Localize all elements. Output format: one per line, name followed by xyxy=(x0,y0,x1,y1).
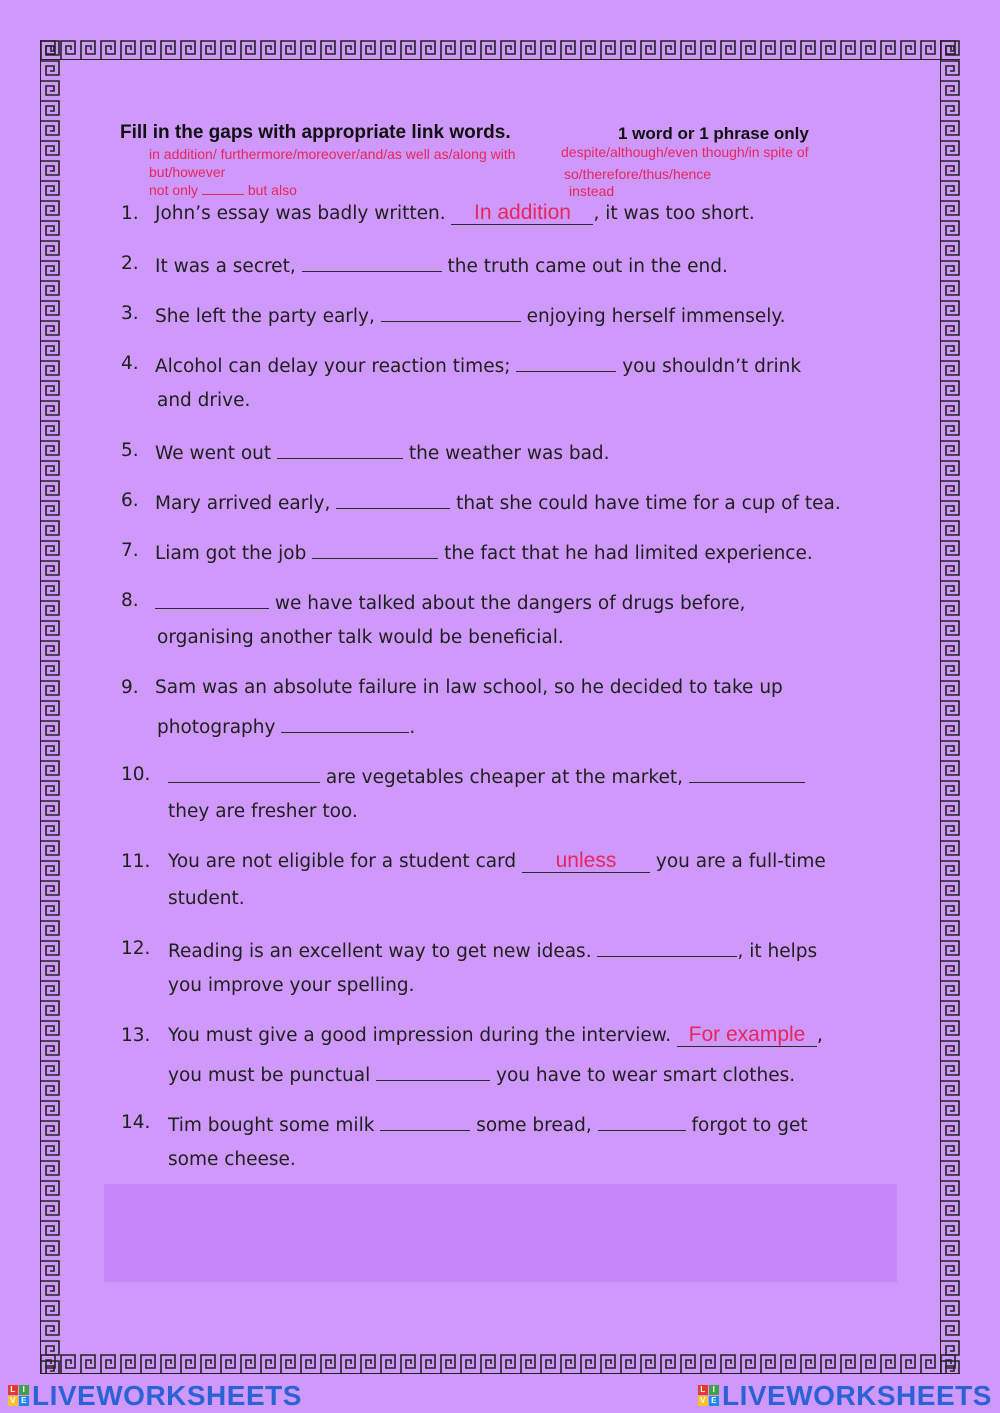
answer-blank-9[interactable] xyxy=(281,714,409,733)
hint-instead: instead xyxy=(569,183,615,199)
question-12-line2: you improve your spelling. xyxy=(168,975,415,996)
question-number: 13. xyxy=(121,1025,151,1046)
answer-blank-10a[interactable] xyxy=(168,764,320,783)
question-text: We went out xyxy=(155,443,278,464)
question-2 xyxy=(155,253,728,278)
question-number: 9. xyxy=(121,677,139,698)
brand-name: LIVEWORKSHEETS xyxy=(722,1380,992,1411)
question-13-line2 xyxy=(168,1062,795,1087)
question-text: we have talked about the dangers of drugs before, xyxy=(269,593,746,614)
question-number: 7. xyxy=(121,540,139,561)
question-text: that she could have time for a cup of tea. xyxy=(450,493,841,514)
question-4-line2: and drive. xyxy=(157,390,251,411)
question-number: 1. xyxy=(121,203,139,224)
question-14-line2: some cheese. xyxy=(168,1149,296,1170)
question-5 xyxy=(155,440,610,465)
decorative-border-left xyxy=(40,40,60,1374)
question-text: the weather was bad. xyxy=(403,443,610,464)
hint-but-also-label: but also xyxy=(247,182,297,198)
decorative-border-right xyxy=(940,40,960,1374)
answer-blank-13b[interactable] xyxy=(376,1062,490,1081)
answer-blank-12[interactable] xyxy=(597,938,737,957)
question-7 xyxy=(155,540,813,565)
question-9: Sam was an absolute failure in law school, so he decided to take up xyxy=(155,677,783,698)
answer-blank-1[interactable]: In addition xyxy=(451,204,593,225)
question-13 xyxy=(168,1025,823,1047)
hint-not-only xyxy=(149,181,297,199)
question-text: You must give a good impression during the interview. xyxy=(168,1025,678,1046)
hint-addition-words: in addition/ furthermore/moreover/and/as well as/along with xyxy=(149,146,516,162)
question-1 xyxy=(155,203,755,225)
question-number: 3. xyxy=(121,303,139,324)
question-text: you must be punctual xyxy=(168,1065,377,1086)
question-8-line2: organising another talk would be beneficial. xyxy=(157,627,564,648)
hint-gap xyxy=(202,182,244,195)
question-number: 10. xyxy=(121,764,151,785)
question-text: , it was too short. xyxy=(593,203,755,224)
question-14 xyxy=(168,1112,808,1137)
question-text: are vegetables cheaper at the market, xyxy=(320,767,689,788)
question-text: Reading is an excellent way to get new ideas. xyxy=(168,941,598,962)
question-10-line2: they are fresher too. xyxy=(168,801,358,822)
answer-blank-2[interactable] xyxy=(302,253,442,272)
question-text: you have to wear smart clothes. xyxy=(490,1065,796,1086)
hint-not-only-label: not only xyxy=(149,182,199,198)
answer-blank-4[interactable] xyxy=(516,353,616,372)
answer-blank-11[interactable]: unless xyxy=(522,852,650,873)
question-number: 8. xyxy=(121,590,139,611)
answer-blank-14a[interactable] xyxy=(380,1112,470,1131)
question-text: you are a full-time xyxy=(649,851,826,872)
question-text: enjoying herself immensely. xyxy=(520,306,786,327)
decorative-border-bottom xyxy=(40,1354,960,1374)
question-text: the fact that he had limited experience. xyxy=(438,543,813,564)
question-4 xyxy=(155,353,801,378)
question-text: Tim bought some milk xyxy=(168,1115,381,1136)
answer-blank-10b[interactable] xyxy=(689,764,805,783)
question-number: 12. xyxy=(121,938,151,959)
answer-blank-8[interactable] xyxy=(155,590,269,609)
question-text: You are not eligible for a student card xyxy=(168,851,522,872)
brand-name: LIVEWORKSHEETS xyxy=(32,1380,302,1411)
question-text: Alcohol can delay your reaction times; xyxy=(155,356,517,377)
hint-contrast-words: but/however xyxy=(149,164,226,180)
question-number: 6. xyxy=(121,490,139,511)
question-number: 4. xyxy=(121,353,139,374)
question-text: It was a secret, xyxy=(155,256,302,277)
question-3 xyxy=(155,303,786,328)
question-number: 14. xyxy=(121,1112,151,1133)
question-text: John’s essay was badly written. xyxy=(155,203,452,224)
question-number: 5. xyxy=(121,440,139,461)
answer-blank-14b[interactable] xyxy=(598,1112,686,1131)
liveworksheets-logo-icon: L I V E xyxy=(698,1385,720,1407)
brand-logo-left xyxy=(8,1380,302,1412)
question-text: She left the party early, xyxy=(155,306,381,327)
question-9-line2 xyxy=(157,714,415,739)
question-text: , it helps xyxy=(737,941,818,962)
question-11 xyxy=(168,851,826,873)
question-text: you shouldn’t drink xyxy=(616,356,802,377)
answer-blank-13[interactable]: For example xyxy=(677,1026,817,1047)
question-text: Liam got the job xyxy=(155,543,313,564)
question-text: some bread, xyxy=(470,1115,598,1136)
question-number: 11. xyxy=(121,851,151,872)
answer-blank-5[interactable] xyxy=(277,440,403,459)
answer-input-box[interactable] xyxy=(104,1184,897,1282)
brand-logo-right xyxy=(698,1380,992,1412)
question-11-line2: student. xyxy=(168,888,245,909)
question-12 xyxy=(168,938,817,963)
question-text: the truth came out in the end. xyxy=(441,256,728,277)
decorative-border-top xyxy=(40,40,960,60)
question-text: photography xyxy=(157,717,282,738)
worksheet-title: Fill in the gaps with appropriate link words. xyxy=(120,122,511,143)
hint-concession-words: despite/although/even though/in spite of xyxy=(561,144,809,160)
question-text: Mary arrived early, xyxy=(155,493,337,514)
question-text: forgot to get xyxy=(685,1115,808,1136)
answer-blank-7[interactable] xyxy=(312,540,438,559)
question-10 xyxy=(168,764,805,789)
question-6 xyxy=(155,490,841,515)
liveworksheets-logo-icon: L I V E xyxy=(8,1385,30,1407)
hint-result-words: so/therefore/thus/hence xyxy=(564,166,712,182)
answer-blank-3[interactable] xyxy=(381,303,521,322)
question-text: . xyxy=(409,717,416,738)
question-text: , xyxy=(817,1025,823,1046)
worksheet-subtitle: 1 word or 1 phrase only xyxy=(618,124,809,143)
question-8 xyxy=(155,590,745,615)
question-number: 2. xyxy=(121,253,139,274)
answer-blank-6[interactable] xyxy=(336,490,450,509)
